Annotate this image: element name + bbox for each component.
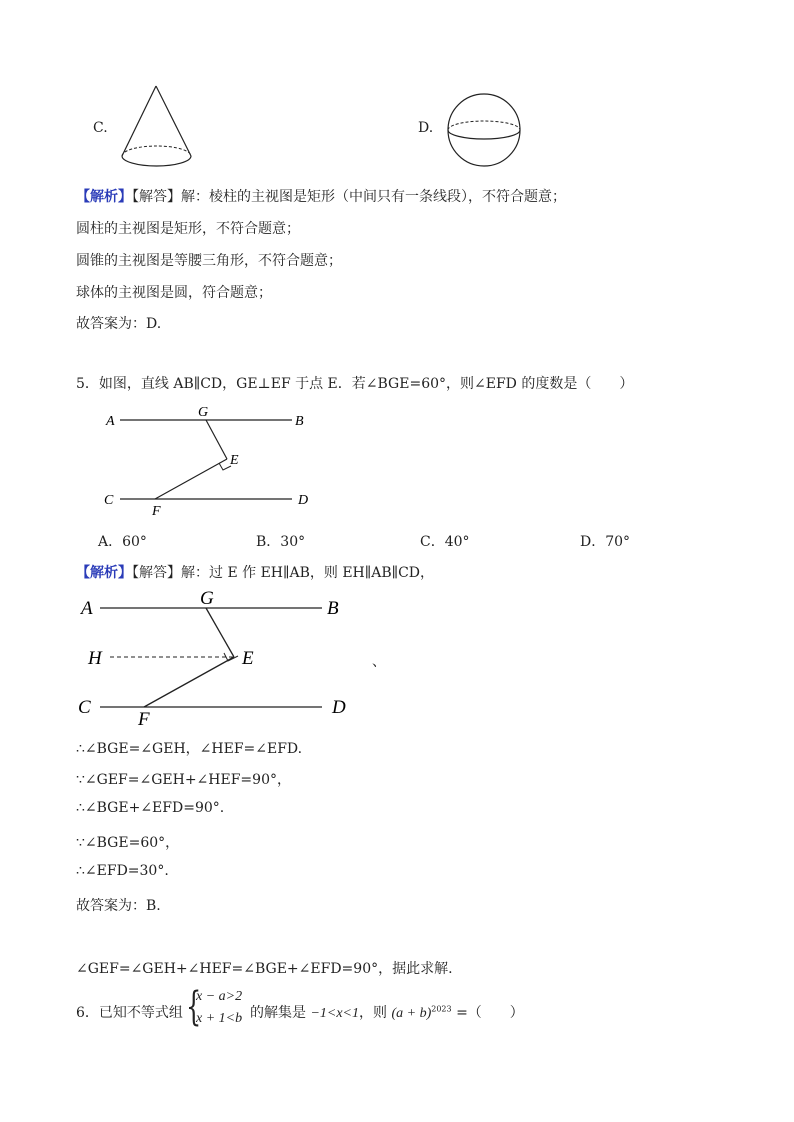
label-e: E: [242, 648, 254, 669]
inequality-system: [186, 985, 246, 1035]
label-c: C: [78, 697, 91, 718]
label-d: D: [332, 697, 346, 718]
q5-answer: 故答案为：B.: [76, 898, 161, 914]
option-d-label: D.: [418, 120, 434, 136]
inequality-1: x − a>2: [196, 989, 243, 1004]
q5-question: 5．如图，直线 AB∥CD，GE⊥EF 于点 E．若∠BGE=60°，则∠EFD 的度数是（ ）: [76, 376, 634, 392]
label-g: G: [200, 588, 214, 609]
analysis-tag: 【解析】: [76, 189, 132, 205]
q6-prefix: 6．已知不等式组: [76, 1005, 183, 1021]
expression: (a + b): [391, 1006, 432, 1021]
choice-d: D．70°: [580, 534, 631, 550]
exponent: 2023: [431, 1004, 452, 1014]
q4-analysis-line2: 圆柱的主视图是矩形，不符合题意；: [76, 221, 300, 237]
analysis-tag: 【解析】: [76, 565, 132, 581]
choice-b: B．30°: [256, 534, 306, 550]
choice-a: A．60°: [98, 534, 147, 550]
stray-mark: 、: [372, 654, 386, 670]
q5-step-5: ∴∠EFD=30°.: [76, 863, 169, 879]
q5-step-1: ∴∠BGE=∠GEH，∠HEF=∠EFD.: [76, 741, 303, 757]
label-b: B: [295, 414, 304, 429]
answer-tag: 【解答】: [132, 565, 181, 581]
label-a: A: [81, 598, 93, 619]
sphere-figure: [446, 92, 526, 172]
label-d: D: [298, 493, 309, 508]
q5-step-3: ∴∠BGE+∠EFD=90°.: [76, 800, 225, 816]
q4-analysis-line1: 【解析】【解答】解：棱柱的主视图是矩形（中间只有一条线段），不符合题意；: [76, 189, 566, 205]
label-e: E: [230, 453, 239, 468]
answer-tag: 【解答】: [132, 189, 181, 205]
cone-figure: [118, 84, 198, 174]
inequality-2: x + 1<b: [196, 1011, 243, 1026]
label-h: H: [88, 648, 102, 669]
label-c: C: [104, 493, 114, 508]
q5-figure: [100, 402, 330, 522]
q4-analysis-line3: 圆锥的主视图是等腰三角形，不符合题意；: [76, 253, 342, 269]
brace-icon: {: [186, 984, 202, 1030]
label-f: F: [152, 504, 161, 519]
label-g: G: [198, 405, 209, 420]
q5-solution-figure: [76, 584, 376, 734]
q5-analysis-intro: 【解析】【解答】解：过 E 作 EH∥AB，则 EH∥AB∥CD，: [76, 565, 435, 581]
choice-c: C．40°: [420, 534, 470, 550]
label-f: F: [138, 709, 150, 730]
q6-solution-text: 的解集是 −1<x<1，则 $(a + b)^{2023}$ =（ ）: [250, 1004, 524, 1021]
solution-range: −1<x<1: [310, 1006, 360, 1021]
q4-answer: 故答案为：D.: [76, 316, 162, 332]
q5-step-4: ∵∠BGE=60°，: [76, 835, 180, 851]
label-a: A: [106, 414, 115, 429]
option-c-label: C.: [93, 120, 108, 136]
label-b: B: [327, 598, 339, 619]
q4-analysis-line4: 球体的主视图是圆，符合题意；: [76, 285, 272, 301]
q5-step-2: ∵∠GEF=∠GEH+∠HEF=90°，: [76, 772, 291, 788]
q5-summary: ∠GEF=∠GEH+∠HEF=∠BGE+∠EFD=90°，据此求解.: [76, 961, 453, 977]
